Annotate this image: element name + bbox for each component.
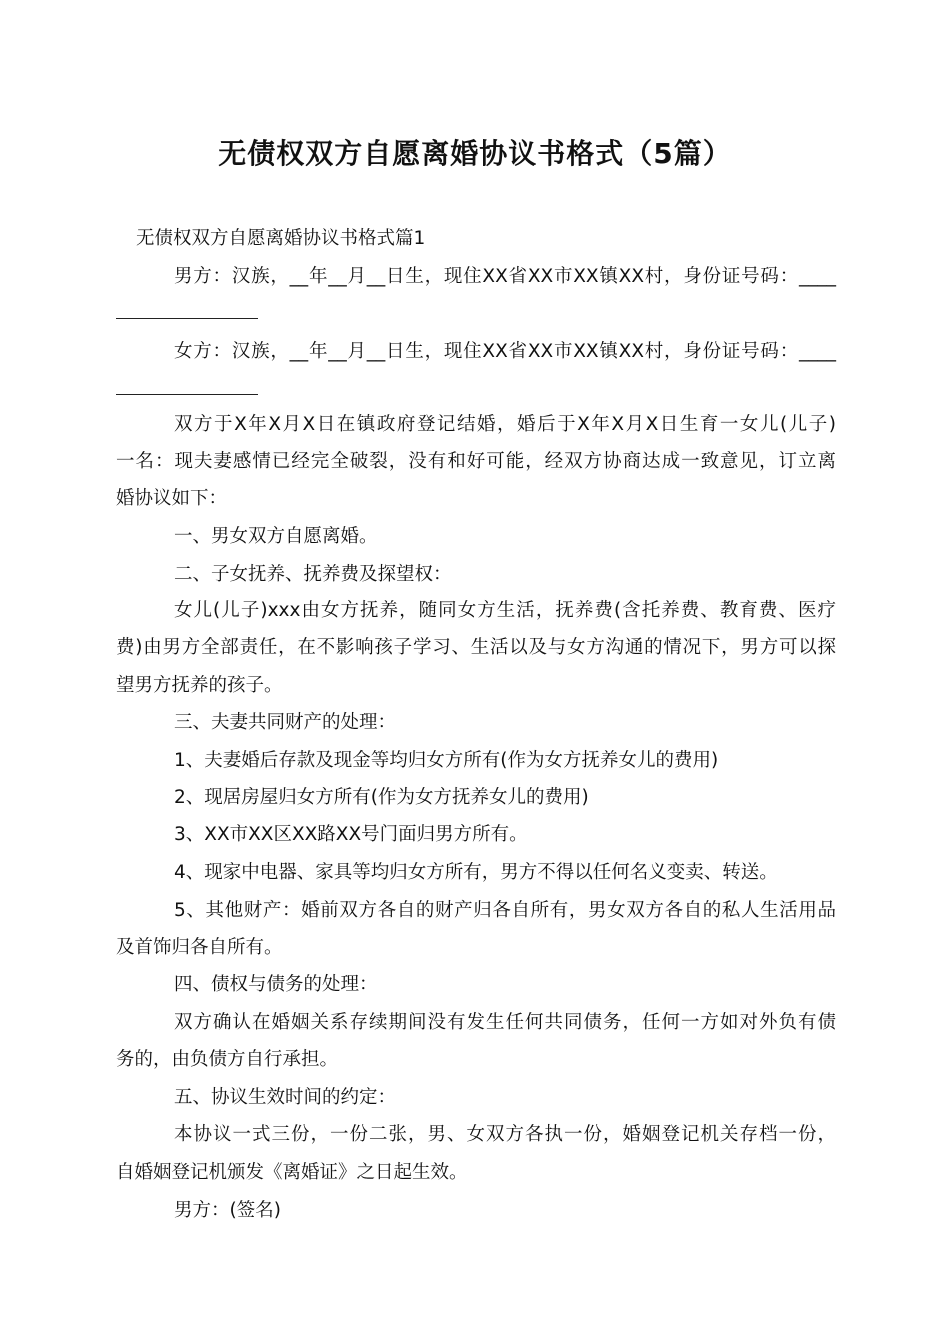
signature-line: 男方：(签名)	[174, 1200, 281, 1221]
list-item: 1、夫妻婚后存款及现金等均归女方所有(作为女方抚养女儿的费用)	[174, 750, 719, 771]
clause-heading: 四、债权与债务的处理：	[174, 974, 378, 995]
paragraph-line: 费)由男方全部责任，在不影响孩子学习、生活以及与女方沟通的情况下，男方可以探	[116, 637, 836, 658]
list-item: 5、其他财产：婚前双方各自的财产归各自所有，男女双方各自的私人生活用品	[174, 900, 836, 921]
paragraph-line: 双方于X年X月X日在镇政府登记结婚，婚后于X年X月X日生育一女儿(儿子)	[174, 414, 836, 435]
paragraph-line: 婚协议如下：	[116, 488, 228, 509]
blank-underline	[116, 318, 258, 319]
paragraph-line: 女儿(儿子)xxx由女方抚养，随同女方生活，抚养费(含托养费、教育费、医疗	[174, 600, 836, 621]
clause-heading: 三、夫妻共同财产的处理：	[174, 712, 397, 733]
paragraph-line: 本协议一式三份，一份二张，男、女双方各执一份，婚姻登记机关存档一份，	[174, 1124, 836, 1145]
paragraph-line: 及首饰归各自所有。	[116, 937, 283, 958]
clause-heading: 五、协议生效时间的约定：	[174, 1087, 397, 1108]
section-heading: 无债权双方自愿离婚协议书格式篇1	[136, 228, 426, 249]
paragraph-line: 双方确认在婚姻关系存续期间没有发生任何共同债务，任何一方如对外负有债	[174, 1012, 836, 1033]
clause-heading: 一、男女双方自愿离婚。	[174, 526, 378, 547]
paragraph-line: 女方：汉族，__年__月__日生，现住XX省XX市XX镇XX村，身份证号码：____	[174, 341, 836, 362]
clause-heading: 二、子女抚养、抚养费及探望权：	[174, 564, 452, 585]
paragraph-line: 男方：汉族，__年__月__日生，现住XX省XX市XX镇XX村，身份证号码：____	[174, 266, 836, 287]
paragraph-line: 自婚姻登记机颁发《离婚证》之日起生效。	[116, 1162, 468, 1183]
list-item: 3、XX市XX区XX路XX号门面归男方所有。	[174, 824, 528, 845]
paragraph-line: 务的，由负债方自行承担。	[116, 1049, 339, 1070]
document-title: 无债权双方自愿离婚协议书格式（5篇）	[218, 137, 732, 170]
list-item: 2、现居房屋归女方所有(作为女方抚养女儿的费用)	[174, 787, 589, 808]
blank-underline	[116, 394, 258, 395]
paragraph-line: 一名：现夫妻感情已经完全破裂，没有和好可能，经双方协商达成一致意见，订立离	[116, 451, 836, 472]
list-item: 4、现家中电器、家具等均归女方所有，男方不得以任何名义变卖、转送。	[174, 862, 778, 883]
paragraph-line: 望男方抚养的孩子。	[116, 675, 283, 696]
